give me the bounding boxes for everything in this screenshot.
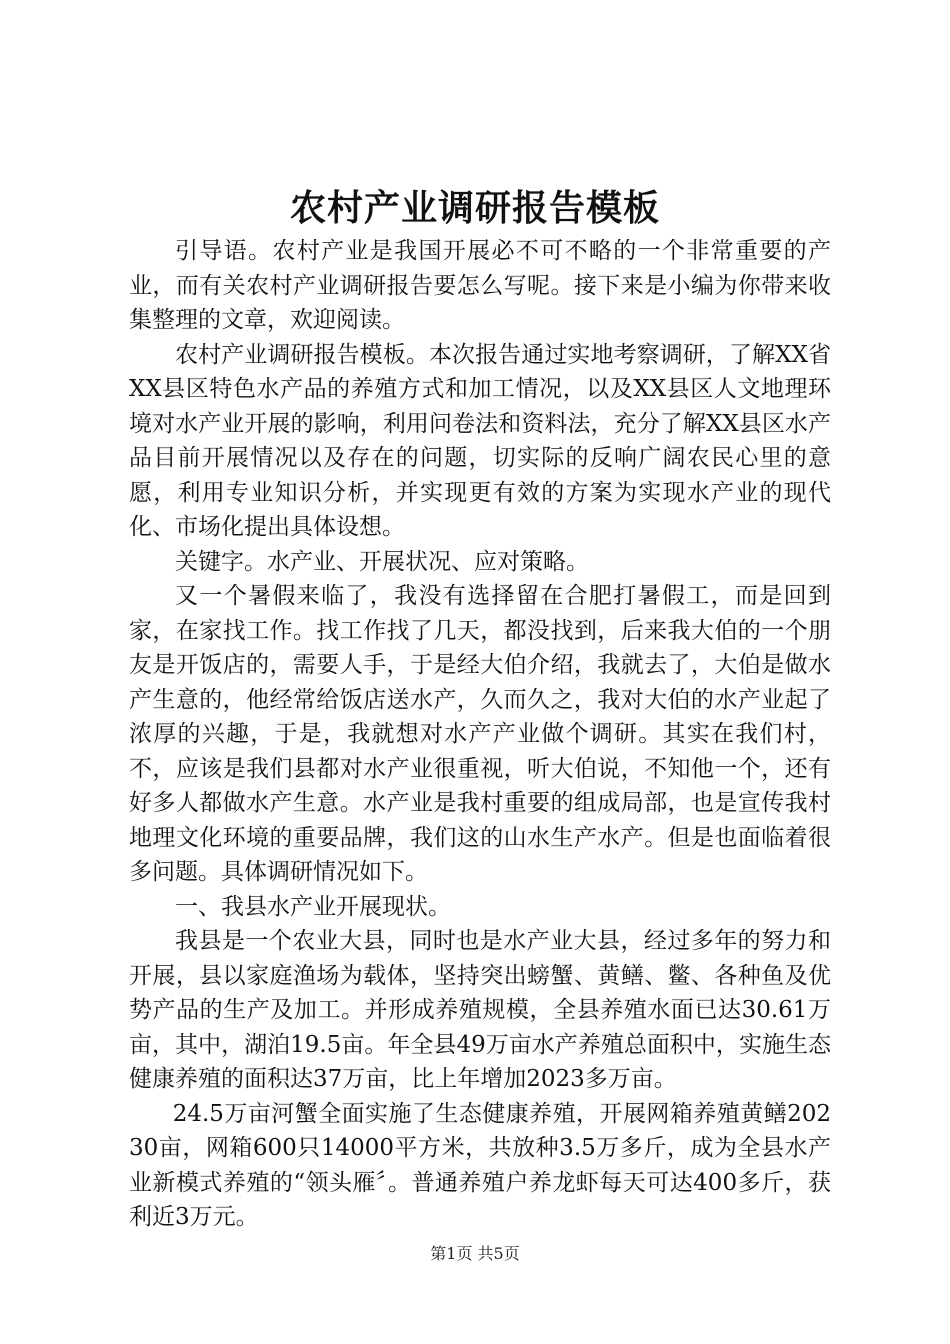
paragraph-intro: 引导语。农村产业是我国开展必不可不略的一个非常重要的产业，而有关农村产业调研报告要怎么写呢。接下来是小编为你带来收集整理的文章，欢迎阅读。 [129, 238, 831, 333]
section-heading-1: 一、我县水产业开展现状。 [175, 893, 451, 920]
paragraph-status: 我县是一个农业大县，同时也是水产业大县，经过多年的努力和开展，县以家庭渔场为载体，坚持突出螃蟹、黄鳝、鳖、各种鱼及优势产品的生产及加工。并形成养殖规模，全县养殖水面已达30.61万亩，其中，湖泊19.5亩。年全县49万亩水产养殖总面积中，实施生态健康养殖的面积达37万亩，比上年增加2023多万亩。 [129, 928, 831, 1092]
paragraph-abstract: 农村产业调研报告模板。本次报告通过实地考察调研，了解XX省XX县区特色水产品的养殖方式和加工情况，以及XX县区人文地理环境对水产业开展的影响，利用问卷法和资料法，充分了解XX县区水产品目前开展情况以及存在的问题，切实际的反响广阔农民心里的意愿，利用专业知识分析，并实现更有效的方案为实现水产业的现代化、市场化提出具体设想。 [129, 341, 831, 540]
document-body [129, 234, 831, 1235]
paragraph-crab-farming: 24.5万亩河蟹全面实施了生态健康养殖，开展网箱养殖黄鳝20230亩，网箱600只14000平方米，共放种3.5万多斤，成为全县水产业新模式养殖的“领头雁〞。普通养殖户养龙虾每天可达400多斤，获利近3万元。 [129, 1100, 831, 1230]
document-title: 农村产业调研报告模板 [289, 187, 660, 229]
paragraph-keywords: 关键字。水产业、开展状况、应对策略。 [175, 548, 589, 575]
page-footer: 第1页 共5页 [430, 1244, 520, 1263]
paragraph-background: 又一个暑假来临了，我没有选择留在合肥打暑假工，而是回到家，在家找工作。找工作找了几天，都没找到，后来我大伯的一个朋友是开饭店的，需要人手，于是经大伯介绍，我就去了，大伯是做水产生意的，他经常给饭店送水产，久而久之，我对大伯的水产业起了浓厚的兴趣，于是，我就想对水产产业做个调研。其实在我们村，不，应该是我们县都对水产业很重视，听大伯说，不知他一个，还有好多人都做水产生意。水产业是我村重要的组成局部，也是宣传我村地理文化环境的重要品牌，我们这的山水生产水产。但是也面临着很多问题。具体调研情况如下。 [129, 583, 831, 885]
